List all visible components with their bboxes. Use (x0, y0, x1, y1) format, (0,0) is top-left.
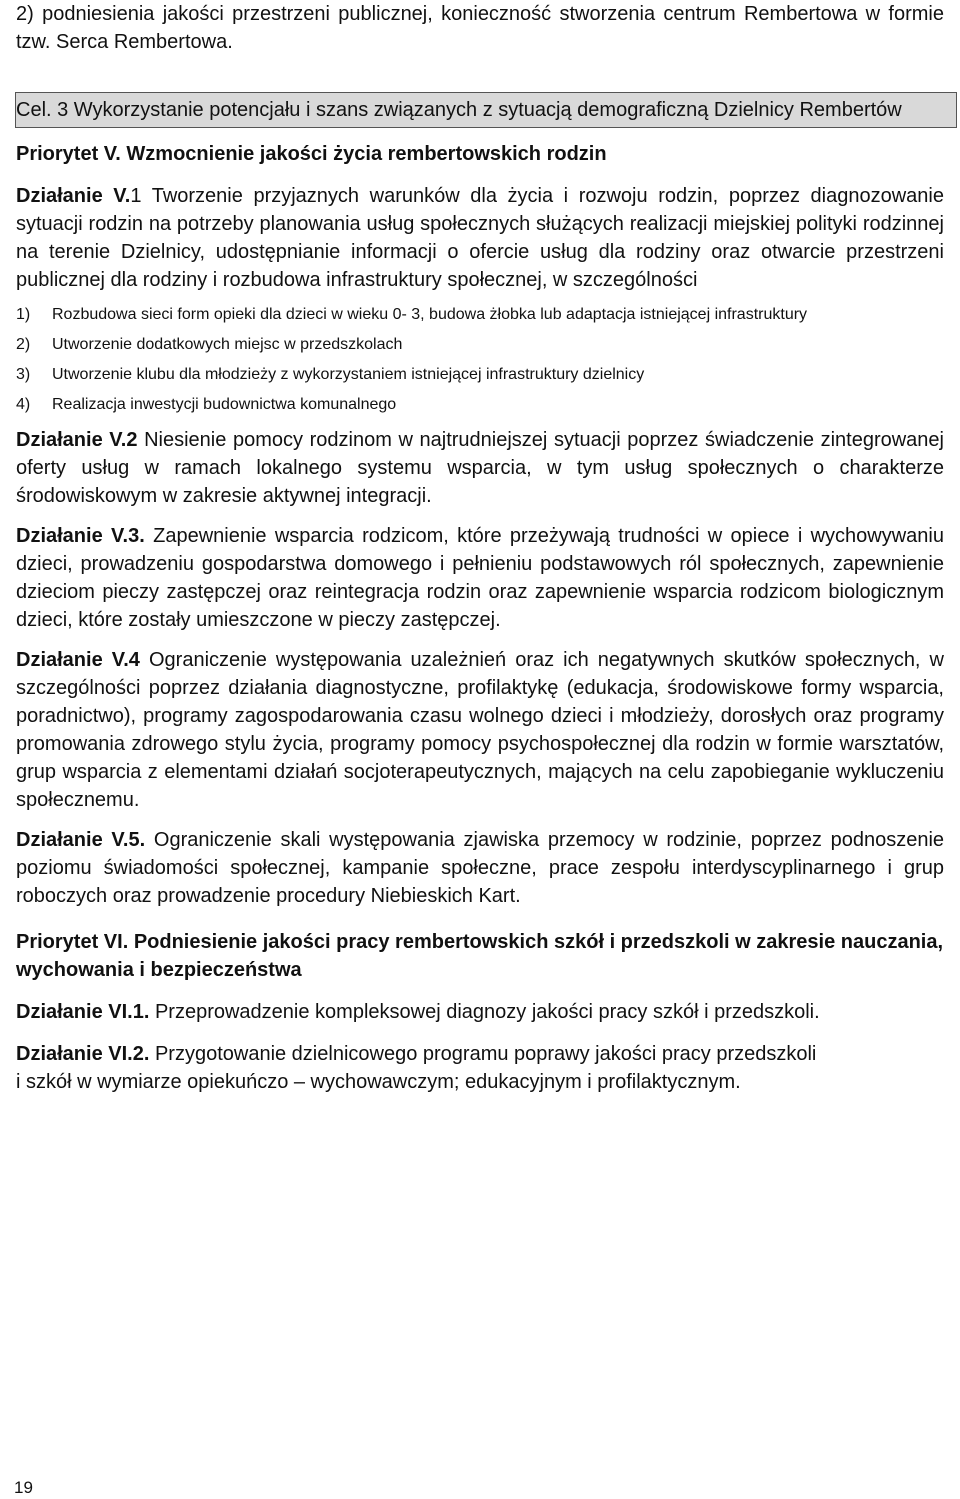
action-6-1-label: Działanie VI.1. (16, 1001, 150, 1023)
intro-paragraph: 2) podniesienia jakości przestrzeni publicznej, konieczność stworzenia centrum Rembertowa w formie tzw. Serca Rembertowa. (16, 3, 944, 53)
action-6-2-label: Działanie VI.2. (16, 1043, 150, 1065)
list-item (16, 366, 944, 384)
action-5-4-text: Ograniczenie występowania uzależnień oraz ich negatywnych skutków społecznych, w szczególności poprzez działania diagnostyczne, profilaktykę (edukacja, środowiskowe formy wsparcia, poradnictwo), programy zagospodarowania czasu wolnego dzieci i młodzieży, dorosłych oraz programy promowania zdrowego stylu życia, programy pomocy psychospołecznej dla rodzin w formie warsztatów, grup wsparcia z elementami działań socjoterapeutycznych, mających na celu zapobieganie wykluczeniu społecznemu. (16, 649, 944, 811)
action-5-5-text: Ograniczenie skali występowania zjawiska przemocy w rodzinie, poprzez podnoszenie poziomu świadomości społecznej, kampanie społeczne, prace zespołu interdyscyplinarnego i grup roboczych oraz prowadzenie procedury Niebieskich Kart. (16, 829, 945, 907)
list-item (16, 306, 944, 324)
list-item (16, 396, 944, 414)
list-item-number: 1) (16, 306, 31, 323)
action-5-5-label: Działanie V.5. (16, 829, 146, 851)
priority-6-heading: Priorytet VI. Podniesienie jakości pracy rembertowskich szkół i przedszkoli w zakresie nauczania, wychowania i bezpieczeństwa (16, 931, 944, 981)
action-5-2-label: Działanie V.2 (16, 429, 138, 451)
action-6-2 (16, 1040, 944, 1068)
action-5-1-label: Działanie V. (16, 185, 131, 207)
goal-text: Cel. 3 Wykorzystanie potencjału i szans związanych z sytuacją demograficzną Dzielnicy Rembertów (16, 99, 902, 121)
page-number: 19 (14, 1478, 33, 1497)
action-5-3 (16, 522, 944, 634)
list-item-number: 4) (16, 396, 31, 413)
goal-box (15, 92, 957, 128)
action-6-1-text: Przeprowadzenie kompleksowej diagnozy jakości pracy szkół i przedszkoli. (149, 1001, 820, 1023)
action-5-2 (16, 426, 944, 510)
action-6-1 (16, 998, 944, 1026)
action-5-4 (16, 646, 944, 814)
list-item-text: Utworzenie dodatkowych miejsc w przedszkolach (52, 336, 403, 353)
action-5-3-label: Działanie V.3. (16, 525, 145, 547)
document-page (16, 0, 944, 1096)
action-5-1 (16, 182, 944, 294)
action-6-2-text: Przygotowanie dzielnicowego programu poprawy jakości pracy przedszkoli (149, 1043, 817, 1065)
action-5-5 (16, 826, 944, 910)
action-5-1-text: Tworzenie przyjaznych warunków dla życia i rozwoju rodzin, poprzez diagnozowanie sytuacji rodzin na potrzeby planowania usług społecznych służących realizacji miejskiej polityki rodzinnej na terenie Dzielnicy, udostępnianie informacji o ofercie usług dla rodziny oraz otwarcie przestrzeni publicznej dla rodziny i rozbudowa infrastruktury społecznej, w szczególności (16, 185, 944, 291)
list-item-text: Realizacja inwestycji budownictwa komunalnego (52, 396, 397, 413)
action-5-3-text: Zapewnienie wsparcia rodzicom, które przeżywają trudności w opiece i wychowywaniu dzieci, prowadzeniu gospodarstwa domowego i pełnieniu podstawowych ról społecznych, zapewnienie dzieciom pieczy zastępczej oraz reintegracja rodzin oraz zapewnienie wsparcia rodzicom biologicznym dzieci, które zostały umieszczone w pieczy zastępczej. (16, 525, 944, 631)
list-item-text: Rozbudowa sieci form opieki dla dzieci w wieku 0- 3, budowa żłobka lub adaptacja istniejącej infrastruktury (52, 306, 808, 323)
list-item-number: 3) (16, 366, 31, 383)
action-5-2-text: Niesienie pomocy rodzinom w najtrudniejszej sytuacji poprzez świadczenie zintegrowanej oferty usług w ramach lokalnego systemu wsparcia, w tym usług społecznych o charakterze środowiskowym w zakresie aktywnej integracji. (16, 429, 944, 507)
action-6-2-continuation: i szkół w wymiarze opiekuńczo – wychowawczym; edukacyjnym i profilaktycznym. (16, 1071, 741, 1093)
list-item-number: 2) (16, 336, 31, 353)
action-5-4-label: Działanie V.4 (16, 649, 140, 671)
action-5-1-list (16, 306, 944, 414)
priority-5-heading: Priorytet V. Wzmocnienie jakości życia rembertowskich rodzin (16, 143, 607, 165)
action-5-1-num: 1 (130, 185, 142, 207)
list-item-text: Utworzenie klubu dla młodzieży z wykorzystaniem istniejącej infrastruktury dzielnicy (52, 366, 645, 383)
list-item (16, 336, 944, 354)
